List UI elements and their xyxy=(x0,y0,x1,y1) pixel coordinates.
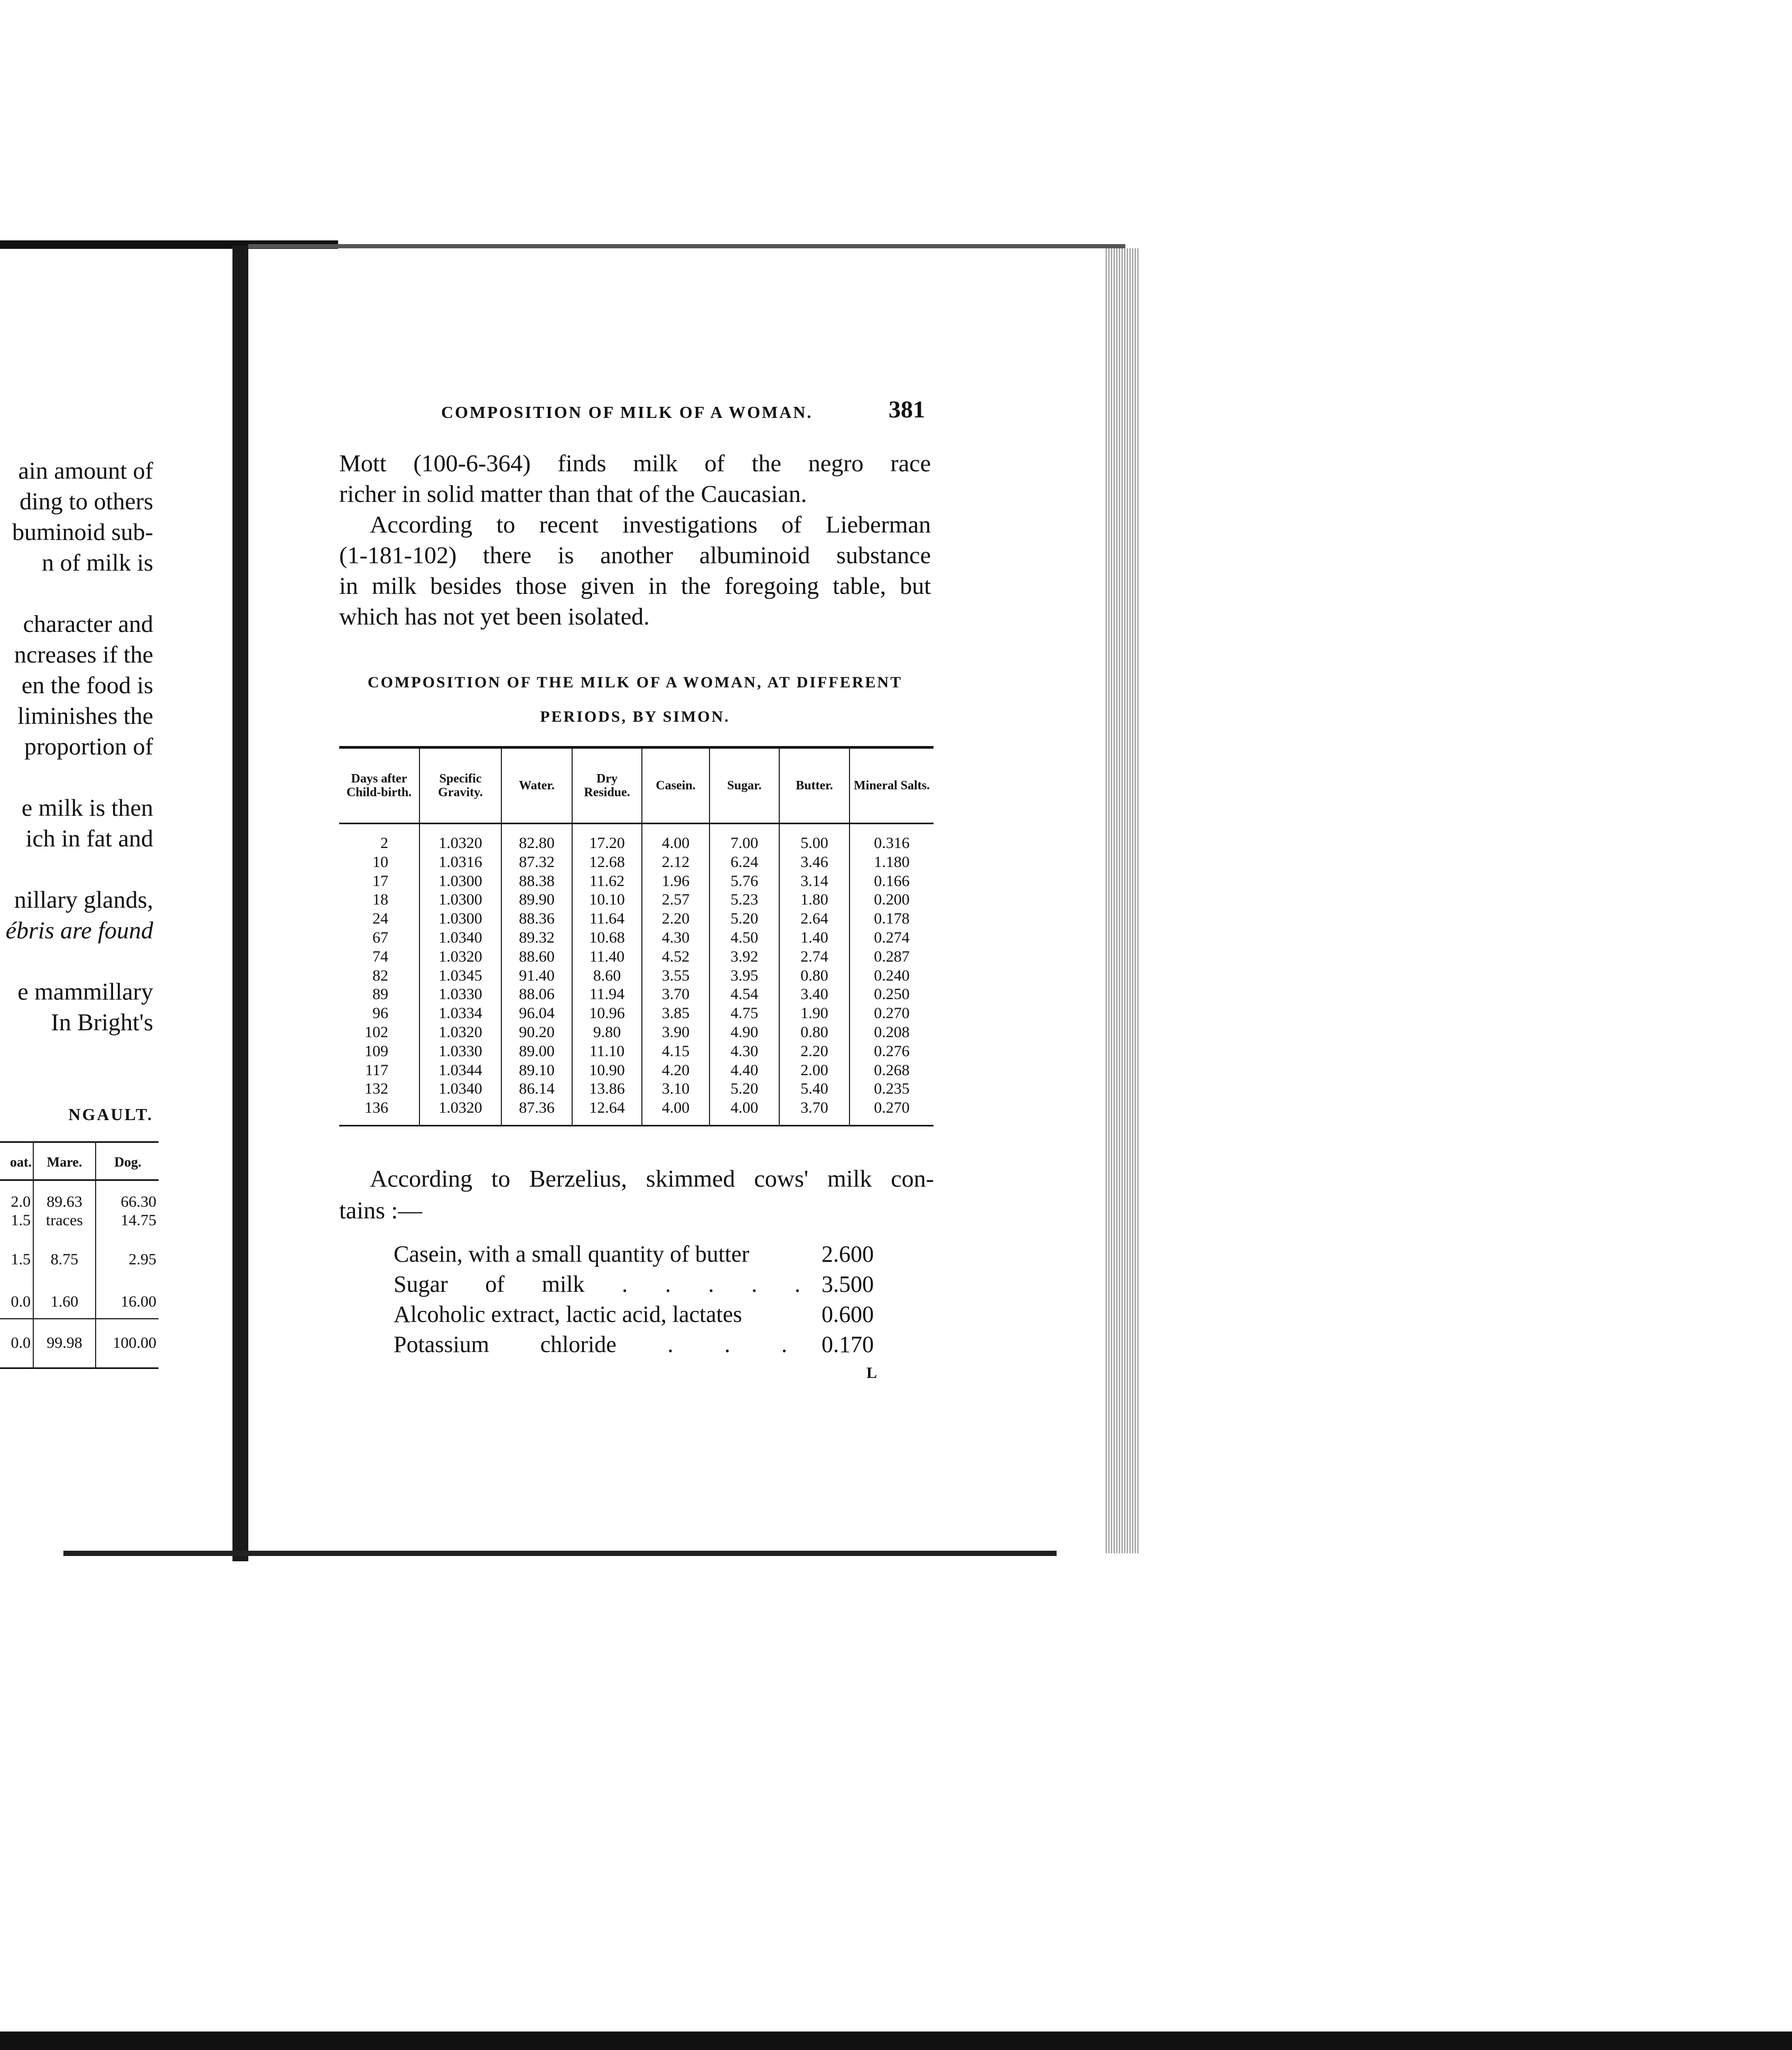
table-cell: 136 xyxy=(365,1099,388,1117)
table-cell: 1.0300 xyxy=(419,872,501,891)
table-cell: 4.15 xyxy=(642,1042,710,1061)
left-line: liminishes the xyxy=(17,702,153,729)
table-cell: 9.80 xyxy=(572,1023,642,1042)
table-cell: 89.00 xyxy=(501,1042,572,1061)
left-table-cell: 2.0 xyxy=(11,1193,31,1210)
table-cell: 0.250 xyxy=(850,985,934,1004)
table-cell: 96.04 xyxy=(501,1004,572,1023)
table-cell: 0.274 xyxy=(850,928,934,947)
table-cell: 11.64 xyxy=(572,909,642,928)
table-cell: 4.20 xyxy=(642,1061,710,1080)
table-cell: 5.40 xyxy=(779,1079,850,1098)
table-cell: 0.276 xyxy=(850,1042,934,1061)
table-cell: 5.20 xyxy=(710,1079,779,1098)
table-cell: 5.20 xyxy=(710,909,779,928)
table-cell: 88.36 xyxy=(501,909,572,928)
table-cell: 10.90 xyxy=(572,1061,642,1080)
table-cell: 90.20 xyxy=(501,1023,572,1042)
table-header: Water. xyxy=(501,749,572,824)
table-row xyxy=(339,872,934,891)
table-cell: 3.40 xyxy=(779,985,850,1004)
table-cell: 2.74 xyxy=(779,947,850,966)
table-cell: 2.12 xyxy=(642,853,710,872)
table-cell: 11.62 xyxy=(572,872,642,891)
table-cell: 74 xyxy=(372,947,388,965)
table-cell: 0.80 xyxy=(779,966,850,985)
table-cell: 0.80 xyxy=(779,1023,850,1042)
left-line: en the food is xyxy=(21,672,153,698)
table-cell: 4.40 xyxy=(710,1061,779,1080)
table-cell: 4.50 xyxy=(710,928,779,947)
left-table-cell: 8.75 xyxy=(50,1251,79,1268)
table-cell: 0.178 xyxy=(850,909,934,928)
table-cell: 87.32 xyxy=(501,853,572,872)
left-line: n of milk is xyxy=(42,549,153,576)
left-table-cell: 16.00 xyxy=(120,1293,156,1310)
table-cell: 1.180 xyxy=(850,853,934,872)
table-header: Casein. xyxy=(642,749,710,824)
table-cell: 88.38 xyxy=(501,872,572,891)
table-cell: 1.40 xyxy=(779,928,850,947)
table-row xyxy=(339,890,934,909)
table-cell: 3.55 xyxy=(642,966,710,985)
table-row xyxy=(339,1079,934,1098)
table-cell: 0.200 xyxy=(850,890,934,909)
table-cell: 0.287 xyxy=(850,947,934,966)
table-cell: 1.96 xyxy=(642,872,710,891)
table-cell: 11.94 xyxy=(572,985,642,1004)
left-table-header: oat. xyxy=(10,1154,32,1170)
book-binding-bottom xyxy=(63,1551,1057,1556)
table-cell: 3.70 xyxy=(642,985,710,1004)
left-table-header: Dog. xyxy=(114,1154,142,1170)
paragraph-line: Mott (100-6-364) finds milk of the negro race xyxy=(339,450,931,477)
paragraph-line: tains :— xyxy=(339,1197,423,1224)
table-row xyxy=(339,1098,934,1125)
page-top-edge xyxy=(248,244,1125,248)
paragraph-line: According to recent investigations of Lieberman xyxy=(370,511,931,538)
table-cell: 88.06 xyxy=(501,985,572,1004)
table-row xyxy=(339,909,934,928)
table-cell: 1.0320 xyxy=(419,1098,501,1125)
left-table-caption: NGAULT. xyxy=(68,1105,153,1124)
left-line: e mammillary xyxy=(17,978,153,1005)
table-cell: 89.90 xyxy=(501,890,572,909)
left-table-header: Mare. xyxy=(46,1154,82,1170)
table-cell: 67 xyxy=(372,928,388,946)
simon-table xyxy=(339,746,934,1126)
composition-label: Alcoholic extract, lactic acid, lactates xyxy=(394,1301,742,1327)
table-cell: 8.60 xyxy=(572,966,642,985)
table-cell: 10.68 xyxy=(572,928,642,947)
scan-bottom-border xyxy=(0,2032,1792,2050)
table-cell: 82.80 xyxy=(501,824,572,853)
left-table-cell: 99.98 xyxy=(46,1334,82,1352)
left-line: ébris are found xyxy=(5,917,153,944)
table-cell: 5.23 xyxy=(710,890,779,909)
book-spine xyxy=(232,246,248,1561)
table-cell: 2.20 xyxy=(779,1042,850,1061)
table-cell: 2.00 xyxy=(779,1061,850,1080)
table-cell: 2.57 xyxy=(642,890,710,909)
table-cell: 4.90 xyxy=(710,1023,779,1042)
table-cell: 1.0345 xyxy=(419,966,501,985)
left-table-cell: traces xyxy=(46,1212,83,1229)
table-row xyxy=(339,1023,934,1042)
table-cell: 0.270 xyxy=(850,1098,934,1125)
table-header: Days after Child-birth. xyxy=(346,772,412,799)
table-row xyxy=(339,1042,934,1061)
table-cell: 1.0340 xyxy=(419,928,501,947)
table-header: Sugar. xyxy=(710,749,779,824)
table-cell: 1.0344 xyxy=(419,1061,501,1080)
table-cell: 1.0316 xyxy=(419,853,501,872)
table-cell: 18 xyxy=(372,891,388,909)
table-cell: 86.14 xyxy=(501,1079,572,1098)
left-line: proportion of xyxy=(24,733,153,760)
running-head: COMPOSITION OF MILK OF A WOMAN. xyxy=(441,403,813,422)
table-row xyxy=(339,985,934,1004)
left-line: buminoid sub- xyxy=(12,518,153,545)
table-cell: 11.10 xyxy=(572,1042,642,1061)
table-cell: 89.10 xyxy=(501,1061,572,1080)
page-edges xyxy=(1104,248,1138,1553)
table-row xyxy=(339,947,934,966)
table-cell: 2.20 xyxy=(642,909,710,928)
table-cell: 0.316 xyxy=(850,824,934,853)
paragraph-line: According to Berzelius, skimmed cows' milk con- xyxy=(370,1165,934,1192)
table-row xyxy=(339,966,934,985)
table-row xyxy=(339,824,934,853)
left-table-cell: 1.5 xyxy=(11,1212,31,1229)
table-cell: 13.86 xyxy=(572,1079,642,1098)
left-line: character and xyxy=(23,610,153,637)
table-cell: 10 xyxy=(372,853,388,871)
table-cell: 2 xyxy=(380,834,388,852)
table-cell: 3.70 xyxy=(779,1098,850,1125)
table-cell: 132 xyxy=(365,1080,388,1098)
table-cell: 1.80 xyxy=(779,890,850,909)
table-row xyxy=(339,928,934,947)
table-cell: 3.10 xyxy=(642,1079,710,1098)
table-header: Specific Gravity. xyxy=(419,749,501,824)
left-table-cell: 0.0 xyxy=(11,1334,31,1352)
table-cell: 1.0330 xyxy=(419,985,501,1004)
table-cell: 2.64 xyxy=(779,909,850,928)
left-line: ich in fat and xyxy=(25,825,153,852)
table-caption: PERIODS, BY SIMON. xyxy=(540,708,730,725)
left-line: ncreases if the xyxy=(14,641,153,668)
table-cell: 1.0320 xyxy=(419,1023,501,1042)
table-cell: 1.0340 xyxy=(419,1079,501,1098)
table-cell: 4.30 xyxy=(710,1042,779,1061)
left-table-cell: 0.0 xyxy=(11,1293,31,1310)
left-table-cell: 1.60 xyxy=(50,1293,79,1310)
table-cell: 12.68 xyxy=(572,853,642,872)
left-line: ding to others xyxy=(20,488,153,515)
table-cell: 0.235 xyxy=(850,1079,934,1098)
table-cell: 5.76 xyxy=(710,872,779,891)
table-cell: 0.240 xyxy=(850,966,934,985)
table-cell: 4.54 xyxy=(710,985,779,1004)
table-cell: 7.00 xyxy=(710,824,779,853)
table-cell: 3.92 xyxy=(710,947,779,966)
paragraph-line: which has not yet been isolated. xyxy=(339,603,650,630)
left-table-cell: 1.5 xyxy=(11,1251,31,1268)
table-cell: 96 xyxy=(372,1004,388,1022)
left-table xyxy=(0,1141,158,1368)
composition-label: Casein, with a small quantity of butter xyxy=(394,1241,750,1267)
table-header: Mineral Salts. xyxy=(850,749,934,824)
table-cell: 4.00 xyxy=(642,1098,710,1125)
table-cell: 6.24 xyxy=(710,853,779,872)
table-cell: 10.96 xyxy=(572,1004,642,1023)
table-cell: 11.40 xyxy=(572,947,642,966)
left-line: e milk is then xyxy=(21,794,153,821)
left-line: ain amount of xyxy=(18,457,153,484)
table-cell: 1.0300 xyxy=(419,890,501,909)
paragraph-line: (1-181-102) there is another albuminoid substance xyxy=(339,542,931,569)
table-header: Dry Residue. xyxy=(572,749,642,824)
composition-label: Sugar of milk . . . . . xyxy=(394,1271,800,1297)
table-cell: 4.52 xyxy=(642,947,710,966)
left-table-cell: 100.00 xyxy=(113,1334,156,1352)
table-cell: 91.40 xyxy=(501,966,572,985)
table-cell: 1.0334 xyxy=(419,1004,501,1023)
table-cell: 102 xyxy=(365,1023,388,1041)
paragraph-line: in milk besides those given in the foregoing table, but xyxy=(339,572,931,599)
left-table-cell: 14.75 xyxy=(120,1212,156,1229)
table-cell: 1.0300 xyxy=(419,909,501,928)
table-cell: 0.268 xyxy=(850,1061,934,1080)
table-row xyxy=(339,853,934,872)
table-cell: 3.85 xyxy=(642,1004,710,1023)
table-cell: 0.166 xyxy=(850,872,934,891)
table-cell: 1.0320 xyxy=(419,947,501,966)
paragraph-line: richer in solid matter than that of the Caucasian. xyxy=(339,480,807,507)
table-cell: 117 xyxy=(365,1061,388,1079)
table-cell: 3.14 xyxy=(779,872,850,891)
table-cell: 82 xyxy=(372,966,388,984)
table-cell: 4.00 xyxy=(642,824,710,853)
table-cell: 0.270 xyxy=(850,1004,934,1023)
table-cell: 87.36 xyxy=(501,1098,572,1125)
table-row xyxy=(339,1004,934,1023)
composition-value: 2.600 xyxy=(822,1241,874,1267)
table-cell: 3.90 xyxy=(642,1023,710,1042)
table-cell: 5.00 xyxy=(779,824,850,853)
left-line: In Bright's xyxy=(51,1009,153,1036)
table-cell: 4.75 xyxy=(710,1004,779,1023)
table-cell: 3.95 xyxy=(710,966,779,985)
table-header: Butter. xyxy=(779,749,850,824)
composition-value: 0.600 xyxy=(822,1301,874,1327)
left-table-cell: 66.30 xyxy=(120,1193,156,1210)
table-row xyxy=(339,1061,934,1080)
composition-value: 3.500 xyxy=(822,1271,874,1297)
table-cell: 1.0320 xyxy=(419,824,501,853)
table-cell: 1.90 xyxy=(779,1004,850,1023)
left-line: nillary glands, xyxy=(14,886,153,913)
table-cell: 3.46 xyxy=(779,853,850,872)
table-cell: 109 xyxy=(365,1042,388,1060)
composition-value: 0.170 xyxy=(822,1331,874,1357)
table-cell: 4.30 xyxy=(642,928,710,947)
table-caption: COMPOSITION OF THE MILK OF A WOMAN, AT DIFFERENT xyxy=(367,674,903,691)
left-table-cell: 89.63 xyxy=(46,1193,82,1210)
table-cell: 17.20 xyxy=(572,824,642,853)
page-number: 381 xyxy=(889,396,925,423)
table-cell: 12.64 xyxy=(572,1098,642,1125)
left-table-cell: 2.95 xyxy=(128,1251,156,1268)
table-cell: 24 xyxy=(372,910,388,928)
table-cell: 1.0330 xyxy=(419,1042,501,1061)
table-cell: 0.208 xyxy=(850,1023,934,1042)
table-cell: 4.00 xyxy=(710,1098,779,1125)
table-cell: 89.32 xyxy=(501,928,572,947)
table-cell: 17 xyxy=(372,872,388,890)
table-cell: 88.60 xyxy=(501,947,572,966)
composition-label: Potassium chloride . . . xyxy=(394,1331,787,1357)
table-cell: 89 xyxy=(372,985,388,1003)
table-cell: 10.10 xyxy=(572,890,642,909)
signature-mark: L xyxy=(866,1364,878,1382)
